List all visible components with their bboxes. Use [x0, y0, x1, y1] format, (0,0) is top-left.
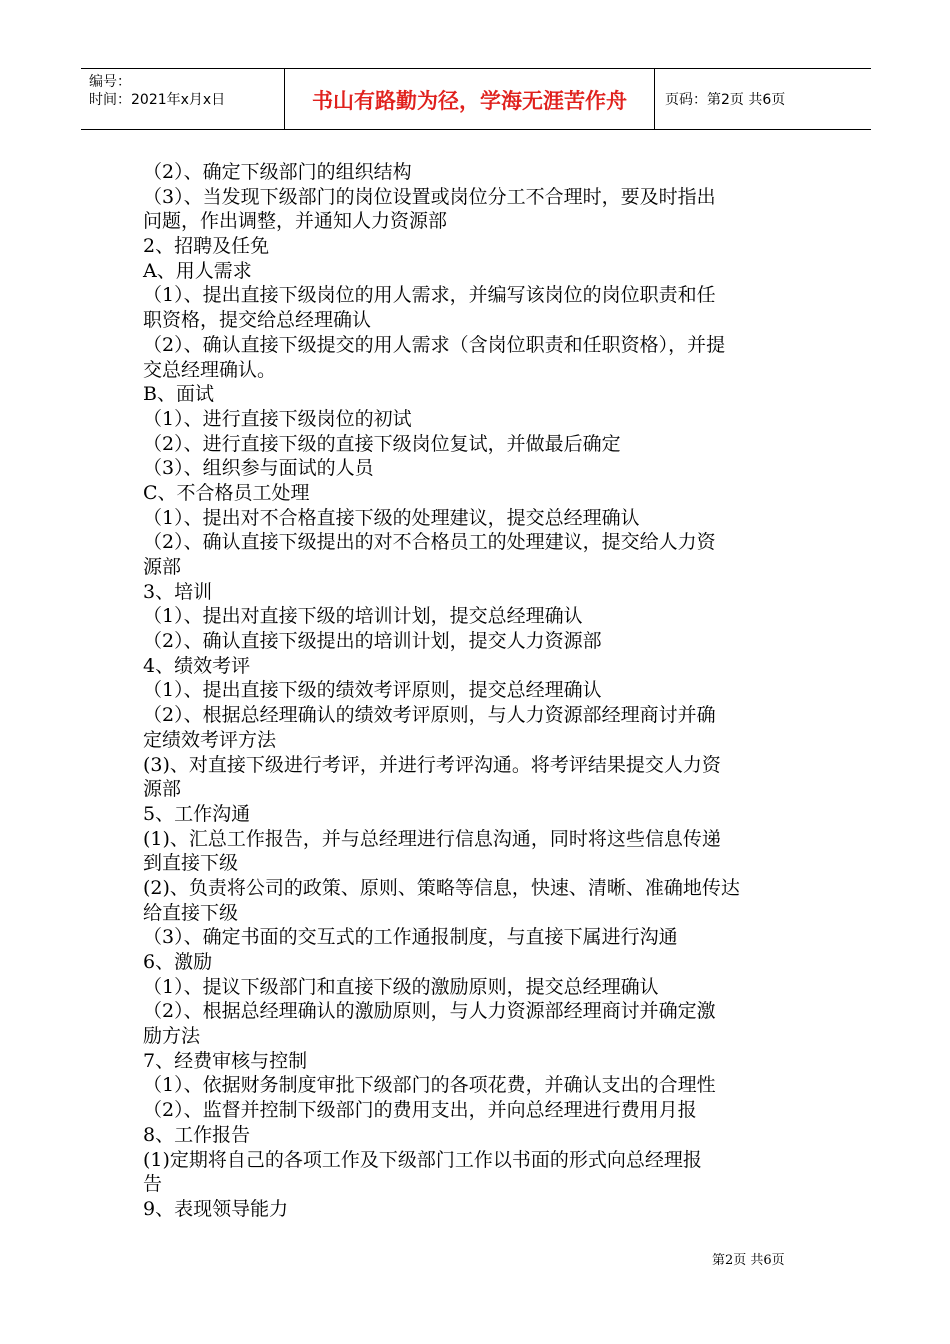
number-label: 编号：: [89, 74, 131, 90]
text-line: 交总经理确认。: [143, 358, 277, 381]
text-line: （2）、确认直接下级提出的对不合格员工的处理建议，提交给人力资: [143, 531, 716, 554]
text-line: 9、表现领导能力: [143, 1197, 289, 1220]
text-line: （1）、提出对不合格直接下级的处理建议，提交总经理确认: [143, 506, 640, 529]
text-line: 定绩效考评方法: [143, 728, 277, 751]
text-line: 3、培训: [143, 580, 213, 603]
text-line: 给直接下级: [143, 901, 239, 924]
text-line: 6、激励: [143, 951, 213, 973]
text-line: 7、经费审核与控制: [143, 1049, 308, 1072]
text-line: 励方法: [143, 1025, 201, 1048]
text-line: C、不合格员工处理: [143, 481, 310, 504]
text-line: 4、绩效考评: [143, 654, 251, 677]
text-line: 源部: [143, 556, 182, 578]
text-line: B、面试: [143, 383, 214, 406]
text-line: 职资格，提交给总经理确认: [143, 309, 372, 332]
text-line: （1）、提议下级部门和直接下级的激励原则，提交总经理确认: [143, 975, 659, 998]
header-meta: [81, 69, 284, 129]
text-line: 2、招聘及任免: [143, 235, 270, 258]
text-line: （1）、进行直接下级岗位的初试: [143, 407, 412, 430]
text-line: （3）、确定书面的交互式的工作通报制度，与直接下属进行沟通: [143, 926, 678, 949]
text-line: （2）、根据总经理确认的绩效考评原则，与人力资源部经理商讨并确: [143, 704, 716, 727]
text-line: （1）、依据财务制度审批下级部门的各项花费，并确认支出的合理性: [143, 1074, 716, 1097]
text-line: 5、工作沟通: [143, 802, 251, 825]
text-line: （2）、监督并控制下级部门的费用支出，并向总经理进行费用月报: [143, 1099, 697, 1122]
text-line: （3）、当发现下级部门的岗位设置或岗位分工不合理时，要及时指出: [143, 185, 716, 208]
page-header: [81, 68, 871, 130]
text-line: （3）、组织参与面试的人员: [143, 457, 374, 480]
text-line: 源部: [143, 778, 182, 801]
footer-page-label: 第2页 共6页: [712, 1253, 785, 1268]
text-line: （1）、提出直接下级岗位的用人需求，并编写该岗位的岗位职责和任: [143, 284, 716, 307]
text-line: （2）、确定下级部门的组织结构: [143, 161, 412, 183]
text-line: （2）、进行直接下级的直接下级岗位复试，并做最后确定: [143, 432, 621, 455]
header-motto-cell: [284, 69, 655, 129]
text-line: A、用人需求: [143, 259, 252, 282]
text-line: (3)、对直接下级进行考评，并进行考评沟通。将考评结果提交人力资: [143, 753, 721, 776]
text-line: (1)定期将自己的各项工作及下级部门工作以书面的形式向总经理报: [143, 1148, 702, 1171]
header-page-cell: [655, 69, 871, 129]
text-line: （2）、根据总经理确认的激励原则，与人力资源部经理商讨并确定激: [143, 1000, 716, 1023]
text-line: （2）、确认直接下级提出的培训计划，提交人力资源部: [143, 630, 602, 653]
text-line: 问题，作出调整，并通知人力资源部: [143, 210, 448, 233]
text-line: 告: [143, 1173, 163, 1196]
text-line: (1)、汇总工作报告，并与总经理进行信息沟通，同时将这些信息传递: [143, 827, 721, 850]
motto: 书山有路勤为径，学海无涯苦作舟: [312, 89, 627, 113]
text-line: （1）、提出对直接下级的培训计划，提交总经理确认: [143, 605, 583, 628]
text-line: (2)、负责将公司的政策、原则、策略等信息，快速、清晰、准确地传达: [143, 876, 740, 899]
document-body: [143, 160, 811, 1222]
text-line: （2）、确认直接下级提交的用人需求（含岗位职责和任职资格），并提: [143, 333, 726, 356]
time-label: 时间：2021年x月x日: [89, 92, 226, 108]
text-line: （1）、提出直接下级的绩效考评原则，提交总经理确认: [143, 679, 602, 702]
text-line: 到直接下级: [143, 852, 239, 875]
text-line: 8、工作报告: [143, 1123, 251, 1146]
header-page-label: 页码：第2页 共6页: [665, 92, 786, 108]
page-footer: [712, 1249, 785, 1268]
